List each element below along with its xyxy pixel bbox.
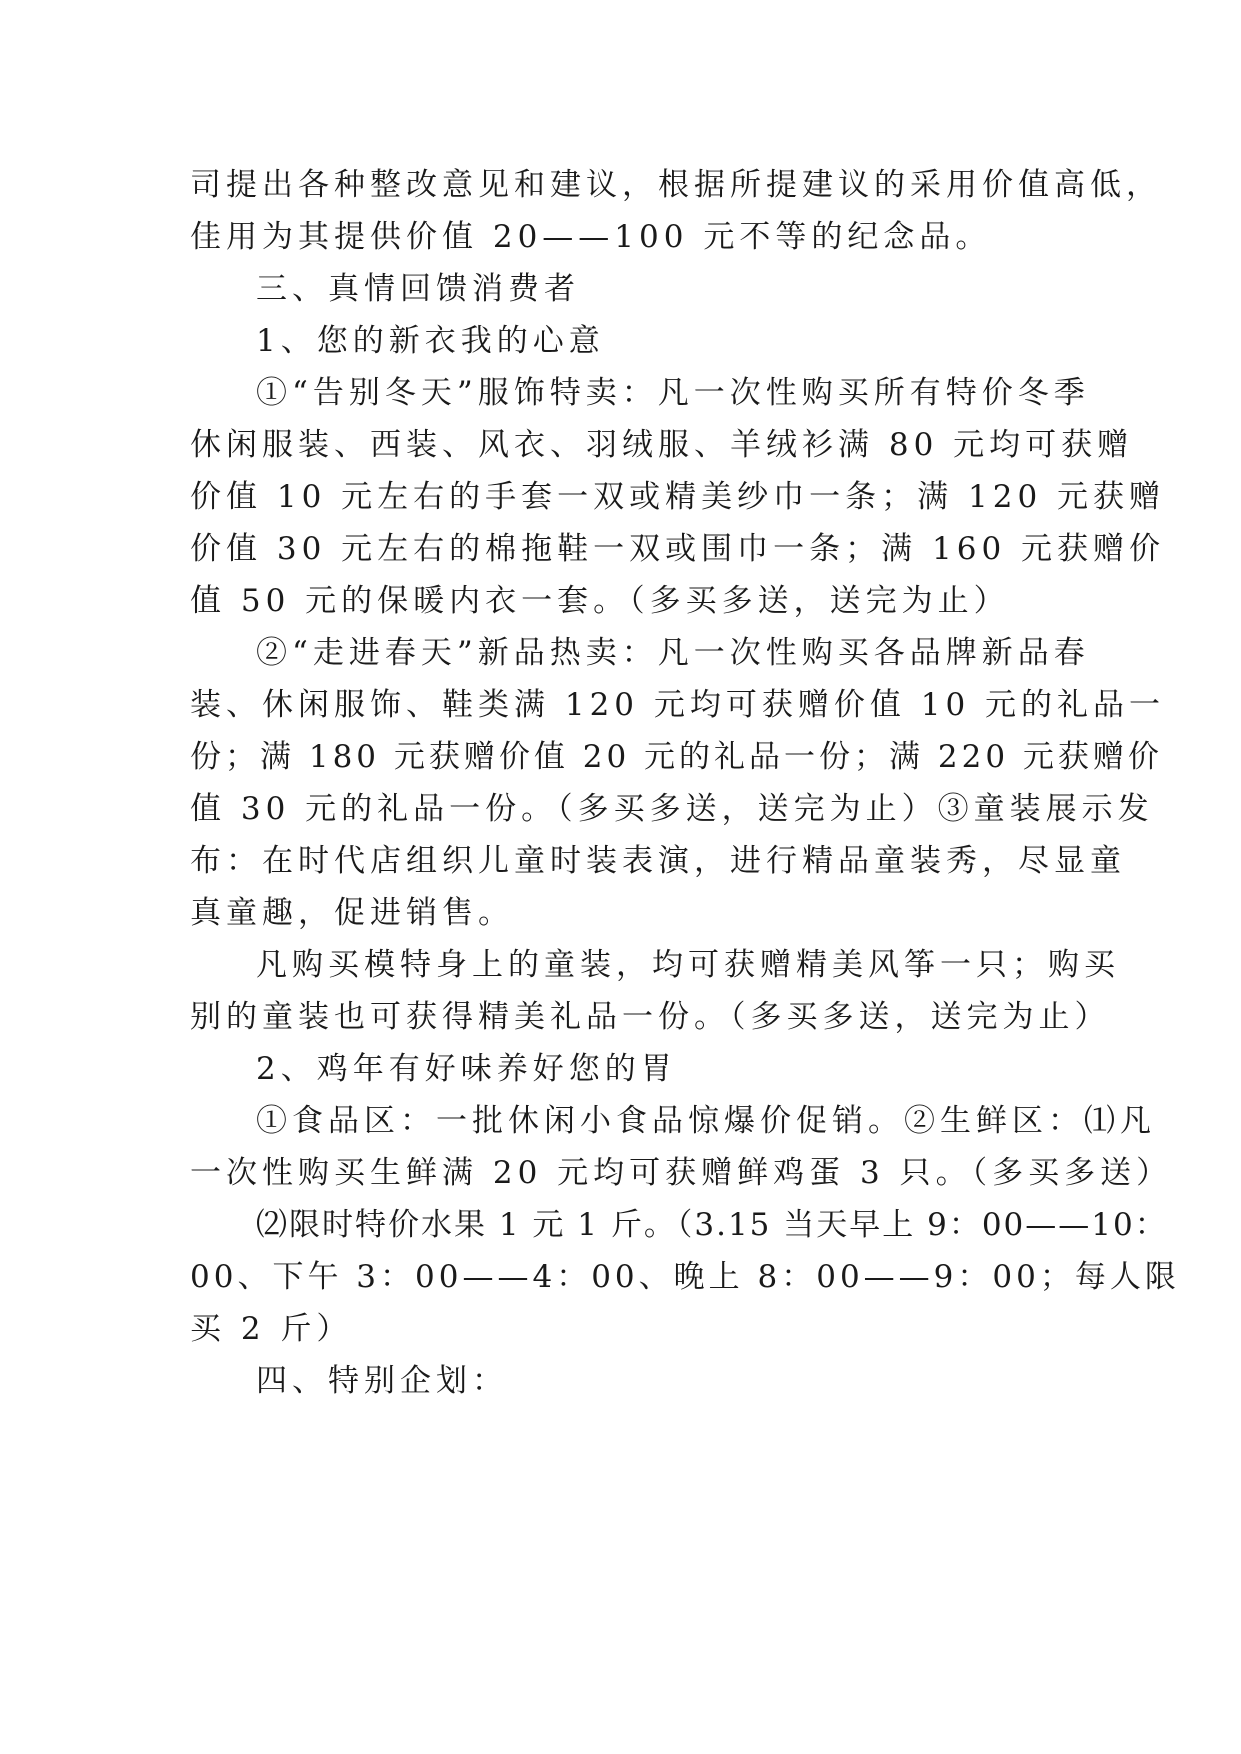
text-line: 价值 10 元左右的手套一双或精美纱巾一条；满 120 元获赠 <box>190 479 1166 515</box>
section-heading: 四、特别企划： <box>256 1363 508 1399</box>
text-line: ①食品区：一批休闲小食品惊爆价促销。②生鲜区：⑴凡 <box>256 1103 1156 1139</box>
text-line: 价值 30 元左右的棉拖鞋一双或围巾一条；满 160 元获赠价 <box>190 531 1166 567</box>
text-line: 买 2 斤） <box>190 1311 353 1347</box>
subsection-heading: 1、您的新衣我的心意 <box>256 323 605 359</box>
text-line: 真童趣，促进销售。 <box>190 895 514 931</box>
text-line: ②“走进春天”新品热卖：凡一次性购买各品牌新品春 <box>256 635 1090 671</box>
text-line: 00、下午 3：00——4：00、晚上 8：00——9：00；每人限 <box>190 1259 1180 1295</box>
text-line: 休闲服装、西装、风衣、羽绒服、羊绒衫满 80 元均可获赠 <box>190 427 1134 463</box>
text-line: 别的童装也可获得精美礼品一份。（多买多送，送完为止） <box>190 999 1111 1035</box>
text-line: 份；满 180 元获赠价值 20 元的礼品一份；满 220 元获赠价 <box>190 739 1163 775</box>
text-line: 佳用为其提供价值 20——100 元不等的纪念品。 <box>190 219 992 255</box>
text-line: 值 50 元的保暖内衣一套。（多买多送，送完为止） <box>190 583 1010 619</box>
text-line: 一次性购买生鲜满 20 元均可获赠鲜鸡蛋 3 只。（多买多送） <box>190 1155 1173 1191</box>
text-line: 布：在时代店组织儿童时装表演，进行精品童装秀，尽显童 <box>190 843 1126 879</box>
text-line: 凡购买模特身上的童装，均可获赠精美风筝一只；购买 <box>256 947 1120 983</box>
text-line: 装、休闲服饰、鞋类满 120 元均可获赠价值 10 元的礼品一 <box>190 687 1166 723</box>
text-line: ⑵限时特价水果 1 元 1 斤。（3.15 当天早上 9：00——10： <box>256 1207 1168 1243</box>
subsection-heading: 2、鸡年有好味养好您的胃 <box>256 1051 677 1087</box>
text-line: 司提出各种整改意见和建议，根据所提建议的采用价值高低， <box>190 167 1162 203</box>
section-heading: 三、真情回馈消费者 <box>256 271 580 307</box>
text-line: ①“告别冬天”服饰特卖：凡一次性购买所有特价冬季 <box>256 375 1090 411</box>
text-line: 值 30 元的礼品一份。（多买多送，送完为止）③童装展示发 <box>190 791 1154 827</box>
